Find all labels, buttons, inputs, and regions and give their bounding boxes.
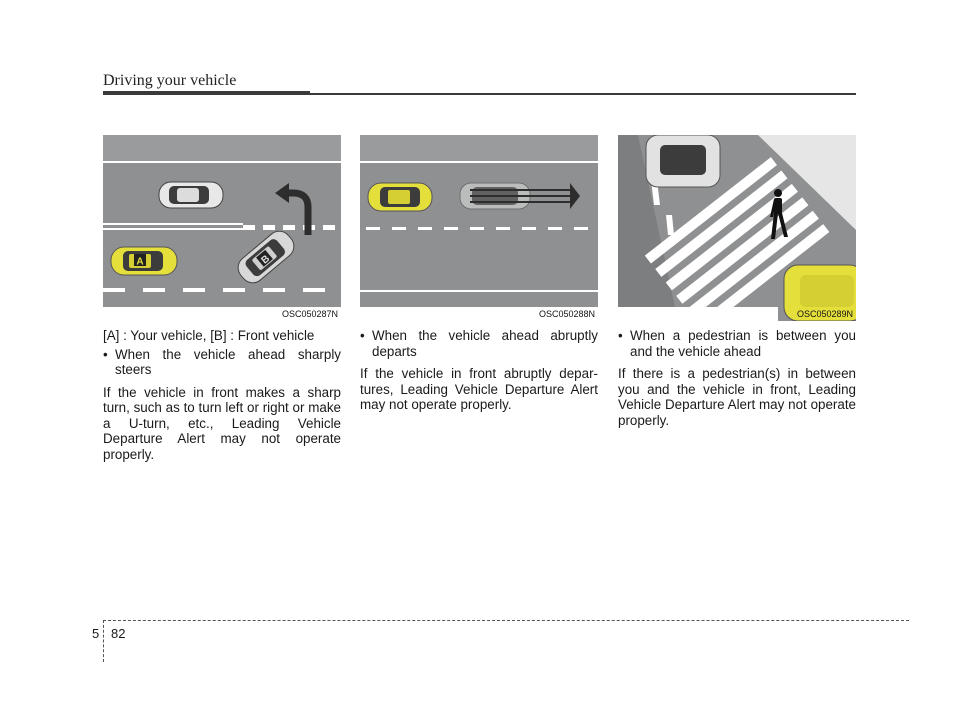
chapter-number: 5 (92, 626, 100, 641)
figure-code: OSC050289N (796, 309, 853, 319)
bullet-item (103, 347, 341, 378)
bullet-dot: • (618, 328, 623, 343)
figure-caption: [A] : Your vehicle, [B] : Front vehicle (103, 328, 315, 343)
bullet-item (360, 328, 598, 359)
header-rule-thick (103, 91, 310, 95)
header-rule-thin (310, 93, 856, 95)
car-a-label: A (136, 256, 144, 268)
footer-divider (103, 620, 104, 662)
figure-code: OSC050288N (538, 309, 595, 319)
page-number: 82 (111, 626, 126, 641)
page-header-title: Driving your vehicle (103, 72, 237, 89)
text-column-1 (103, 328, 341, 462)
bullet-text: When the vehicle ahead sharply steers (115, 346, 341, 377)
figure-pedestrian (618, 135, 856, 321)
bullet-dot: • (103, 346, 108, 362)
figure-code: OSC050287N (281, 309, 338, 319)
footer-rule (103, 620, 909, 621)
bullet-text: When a pedestrian is between you and the vehicle ahead (630, 328, 856, 359)
body-paragraph: If there is a pedestrian(s) in between you and the vehicle in front, Leading Vehicle Departure Alert may not operate properly. (618, 366, 856, 428)
body-paragraph: If the vehicle in front abruptly depar-tures, Leading Vehicle Departure Alert may not operate properly. (360, 366, 598, 412)
bullet-item (618, 328, 856, 359)
figure-abrupt-depart (360, 135, 598, 321)
text-column-3 (618, 328, 856, 428)
body-paragraph: If the vehicle in front makes a sharp turn, such as to turn left or right or make a U-turn, etc., Leading Vehicle Departure Alert may not operate properly. (103, 384, 341, 462)
figure-sharp-turn (103, 135, 341, 321)
bullet-text: When the vehicle ahead abruptly departs (372, 328, 598, 359)
text-column-2 (360, 328, 598, 413)
car-b-label: B (259, 253, 273, 267)
bullet-dot: • (360, 328, 365, 343)
